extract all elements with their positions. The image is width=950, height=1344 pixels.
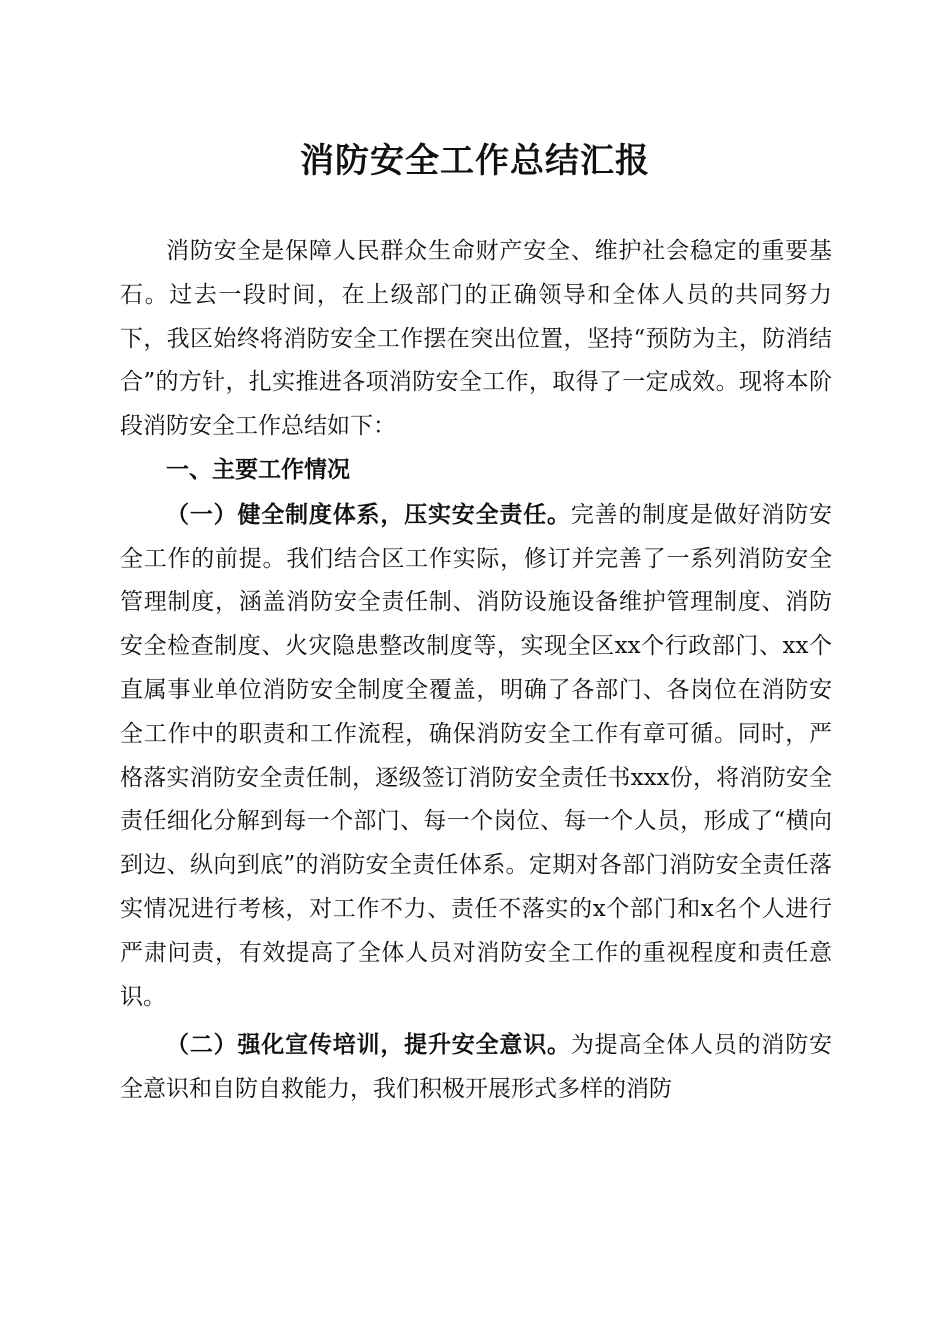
document-title: 消防安全工作总结汇报 xyxy=(300,141,650,181)
intro-paragraph: 消防安全是保障人民群众生命财产安全、维护社会稳定的重要基石。过去一段时间，在上级部门的正确领导和全体人员的共同努力下，我区始终将消防安全工作摆在突出位置，坚持“预防为主，防消结合”的方针，扎实推进各项消防安全工作，取得了一定成效。现将本阶段消防安全工作总结如下： xyxy=(120,238,832,440)
paragraph-item-1 xyxy=(120,493,832,1020)
item-2-lead: （二）强化宣传培训，提升安全意识。 xyxy=(166,1031,571,1059)
section-heading-main-work: 一、主要工作情况 xyxy=(166,456,350,483)
item-2-text: 为提高全体人员的消防安全意识和自防自救能力，我们积极开展形式多样的消防 xyxy=(120,1032,833,1103)
item-1-text: 完善的制度是做好消防安全工作的前提。我们结合区工作实际，修订并完善了一系列消防安全管理制度，涵盖消防安全责任制、消防设施设备维护管理制度、消防安全检查制度、火灾隐患整改制度等，实现全区xx个行政部门、xx个直属事业单位消防安全制度全覆盖，明确了各部门、各岗位在消防安全工作中的职责和工作流程，确保消防安全工作有章可循。同时，严格落实消防安全责任制，逐级签订消防安全责任书xxx份，将消防安全责任细化分解到每一个部门、每一个岗位、每一个人员，形成了“横向到边、纵向到底”的消防安全责任体系。定期对各部门消防安全责任落实情况进行考核，对工作不力、责任不落实的x个部门和x名个人进行严肃问责，有效提高了全体人员对消防安全工作的重视程度和责任意识。 xyxy=(120,501,833,1010)
item-1-lead: （一）健全制度体系，压实安全责任。 xyxy=(166,500,571,528)
document-body xyxy=(120,230,832,1112)
paragraph-item-2 xyxy=(120,1023,832,1112)
